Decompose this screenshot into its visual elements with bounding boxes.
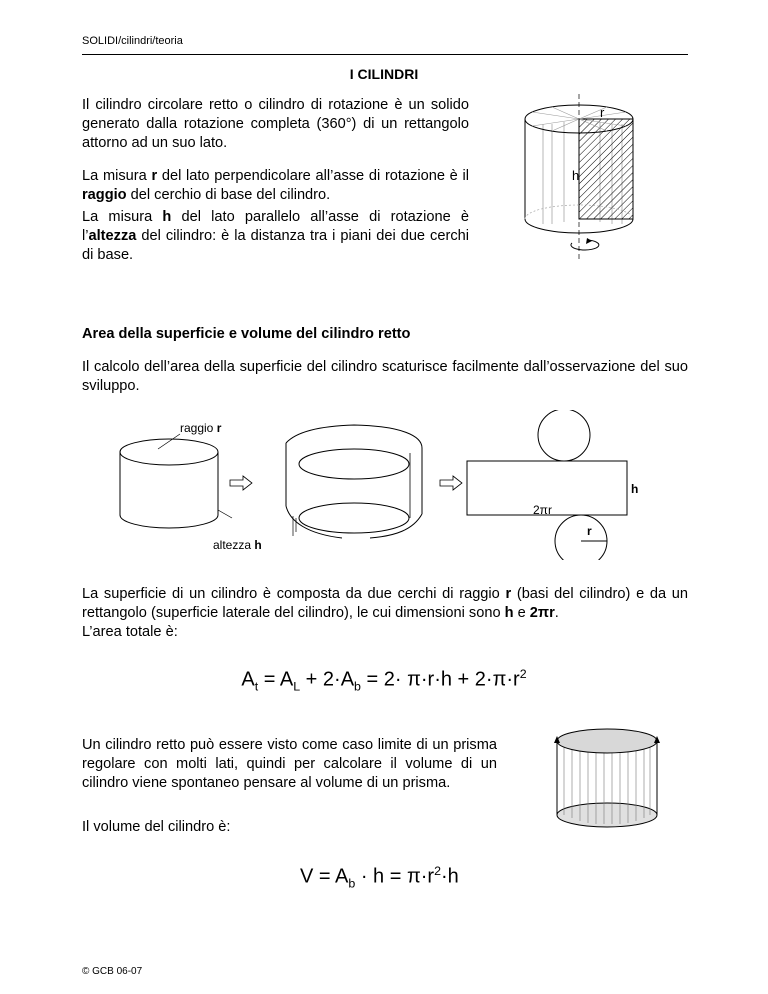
formula-part: = A — [258, 668, 294, 691]
text-span: e — [513, 605, 530, 621]
intro-paragraph-1: Il cilindro circolare retto o cilindro di rotazione è un solido generato dalla rotazione completa (360°) di un rettangolo attorno ad un suo lato. — [82, 97, 469, 151]
net-label-h: h — [631, 482, 639, 496]
text-span: del lato parallelo all’asse di rotazione è l’ — [82, 209, 469, 244]
section-title: Area della superficie e volume del cilindro retto — [82, 326, 411, 342]
symbol-h: h — [162, 209, 172, 225]
formula-part: = 2· π·r·h + 2·π·r — [360, 668, 520, 691]
text-span: del cilindro: è la distanza tra i piani dei due cerchi di base. — [82, 228, 469, 263]
formula-part: V = A — [300, 865, 349, 888]
arrow-right-icon — [440, 476, 462, 490]
cylinder-closed — [120, 439, 218, 528]
text-span: La misura — [82, 209, 163, 225]
label-altezza-text: altezza — [213, 538, 255, 552]
text-span: . — [554, 605, 559, 621]
header-divider — [82, 54, 688, 55]
text-span: L’area totale è: — [82, 624, 178, 640]
formula-sub: b — [348, 876, 356, 891]
prism-cylinder-diagram — [544, 723, 674, 831]
page-title: I CILINDRI — [349, 66, 419, 82]
formula-total-area — [0, 667, 768, 694]
volume-paragraph-2: Il volume del cilindro è: — [82, 819, 231, 835]
formula-sub: L — [293, 679, 301, 694]
surface-paragraph-2 — [82, 585, 688, 642]
cylinder-development-diagram — [110, 410, 670, 560]
text-span: (basi del cilindro) e da un rettangolo (superficie laterale del cilindro), le cui dimensioni sono — [82, 586, 688, 621]
label-r: r — [600, 105, 605, 120]
label-raggio-text: raggio — [180, 421, 217, 435]
text-span: del lato perpendicolare all’asse di rotazione è il — [157, 168, 469, 184]
formula-part: · h = π·r — [355, 865, 435, 888]
label-altezza-h: h — [254, 538, 262, 552]
surface-paragraph-1: Il calcolo dell’area della superficie del cilindro scaturisce facilmente dall’osservazione del suo sviluppo. — [82, 359, 688, 394]
net-label-r: r — [587, 524, 592, 538]
formula-part: A — [241, 668, 255, 691]
intro-paragraph-3 — [82, 208, 469, 265]
label-raggio-r: r — [216, 421, 222, 435]
formula-part: + 2·A — [300, 668, 355, 691]
symbol-h: h — [504, 605, 514, 621]
term-raggio: raggio — [82, 187, 127, 203]
formula-sub: t — [254, 679, 259, 694]
footer-copyright: © GCB 06-07 — [82, 966, 143, 977]
formula-sup: 2 — [434, 864, 441, 878]
formula-sub: b — [354, 679, 361, 694]
label-raggio — [180, 421, 222, 435]
symbol-2pir: 2πr — [529, 605, 555, 621]
header-path: SOLIDI/cilindri/teoria — [82, 35, 183, 47]
term-altezza: altezza — [88, 228, 137, 244]
rotation-cylinder-diagram — [512, 88, 662, 263]
text-span: del cerchio di base del cilindro. — [126, 187, 331, 203]
label-altezza — [213, 538, 262, 552]
symbol-r: r — [151, 168, 158, 184]
label-h: h — [572, 168, 580, 183]
volume-paragraph-1: Un cilindro retto può essere visto come caso limite di un prisma regolare con molti lati, quindi per calcolare il volume di un cilindro viene spontaneo pensare al volume di un prisma. — [82, 737, 497, 791]
symbol-r: r — [505, 586, 512, 602]
net-label-2pir: 2πr — [533, 503, 552, 517]
cylinder-net — [467, 410, 627, 560]
cylinder-opened — [286, 425, 422, 538]
formula-part: ·h — [441, 865, 459, 888]
arrow-right-icon — [230, 476, 252, 490]
formula-sup: 2 — [519, 667, 527, 681]
intro-paragraph-2 — [82, 167, 469, 205]
text-span: La misura — [82, 168, 152, 184]
formula-volume — [300, 864, 459, 891]
text-span: La superficie di un cilindro è composta da due cerchi di raggio — [82, 586, 506, 602]
